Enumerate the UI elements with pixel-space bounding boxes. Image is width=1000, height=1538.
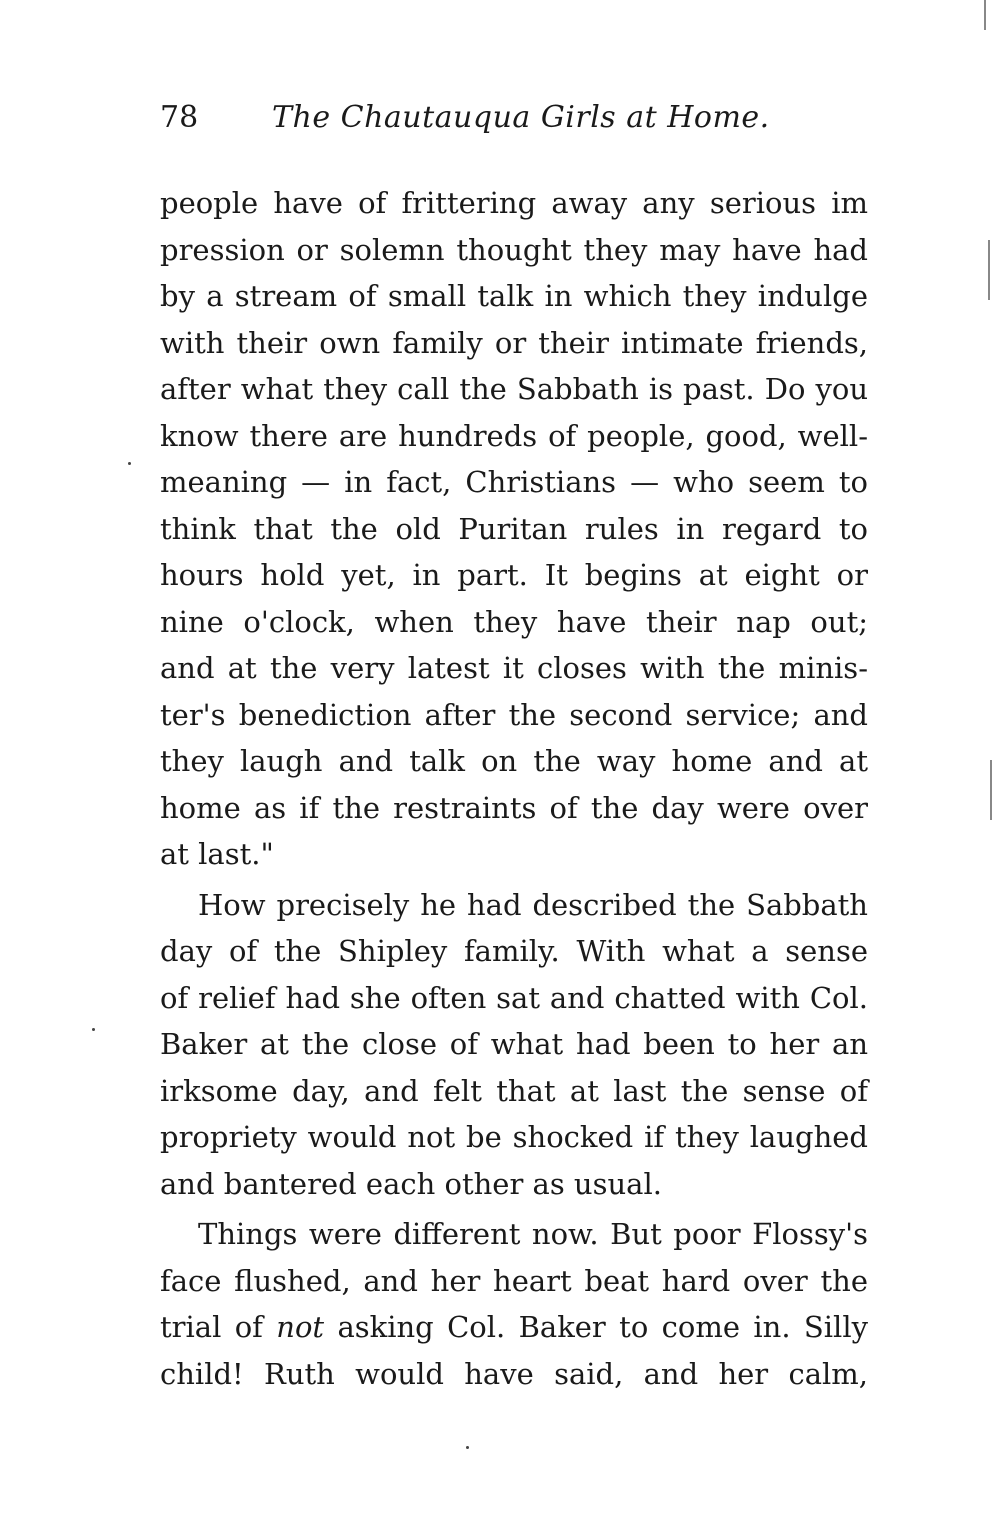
text-line: day of the Shipley family. With what a sense bbox=[160, 934, 868, 968]
text-line: think that the old Puritan rules in regard to bbox=[160, 511, 868, 546]
text-line: face flushed, and her heart beat hard over the bbox=[160, 1263, 868, 1298]
text-line: after what they call the Sabbath is past. Do you bbox=[160, 372, 868, 406]
book-title: The Chautauqua Girls at Home. bbox=[272, 100, 770, 135]
emphasized-word: not bbox=[276, 1310, 325, 1344]
text-line: and at the very latest it closes with the minis- bbox=[160, 651, 868, 685]
text-line: and bantered each other as usual. bbox=[160, 1166, 662, 1201]
text-line: by a stream of small talk in which they indulge bbox=[160, 279, 868, 313]
body-text bbox=[160, 180, 868, 1397]
text-line: propriety would not be shocked if they laughed bbox=[160, 1120, 868, 1154]
text-line: know there are hundreds of people, good, well- bbox=[160, 418, 868, 453]
text-line: of relief had she often sat and chatted with Col. bbox=[160, 980, 868, 1015]
text-line: How precisely he had described the Sabbath bbox=[198, 887, 868, 922]
running-head bbox=[160, 96, 880, 140]
page-number: 78 bbox=[160, 100, 199, 135]
text-line: irksome day, and felt that at last the sense of bbox=[160, 1073, 868, 1108]
text-span: trial of bbox=[160, 1310, 277, 1344]
text-span: asking Col. Baker to come in. Silly bbox=[324, 1310, 868, 1344]
text-line: with their own family or their intimate friends, bbox=[160, 325, 868, 360]
scan-edge-mark bbox=[984, 0, 986, 30]
paragraph bbox=[160, 882, 868, 1208]
text-line: people have of frittering away any serious im bbox=[160, 186, 868, 220]
text-line: at last." bbox=[160, 837, 274, 871]
text-line: pression or solemn thought they may have had bbox=[160, 232, 868, 267]
paragraph bbox=[160, 180, 868, 878]
scan-edge-mark bbox=[990, 760, 992, 820]
text-line bbox=[160, 1304, 868, 1351]
text-line: meaning — in fact, Christians — who seem to bbox=[160, 465, 868, 499]
text-line: Baker at the close of what had been to her an bbox=[160, 1027, 868, 1061]
scan-speck bbox=[128, 462, 131, 465]
text-line: child! Ruth would have said, and her calm, bbox=[160, 1356, 868, 1391]
text-line: they laugh and talk on the way home and at bbox=[160, 744, 868, 778]
text-line: hours hold yet, in part. It begins at eight or bbox=[160, 558, 868, 592]
text-line: home as if the restraints of the day were over bbox=[160, 790, 868, 825]
scan-speck bbox=[92, 1028, 95, 1031]
text-line: ter's benediction after the second service; and bbox=[160, 697, 868, 732]
scan-edge-mark bbox=[988, 240, 990, 300]
text-line: Things were different now. But poor Flossy's bbox=[198, 1217, 868, 1251]
scan-speck bbox=[466, 1446, 469, 1449]
paragraph bbox=[160, 1211, 868, 1397]
text-line: nine o'clock, when they have their nap out; bbox=[160, 604, 868, 639]
